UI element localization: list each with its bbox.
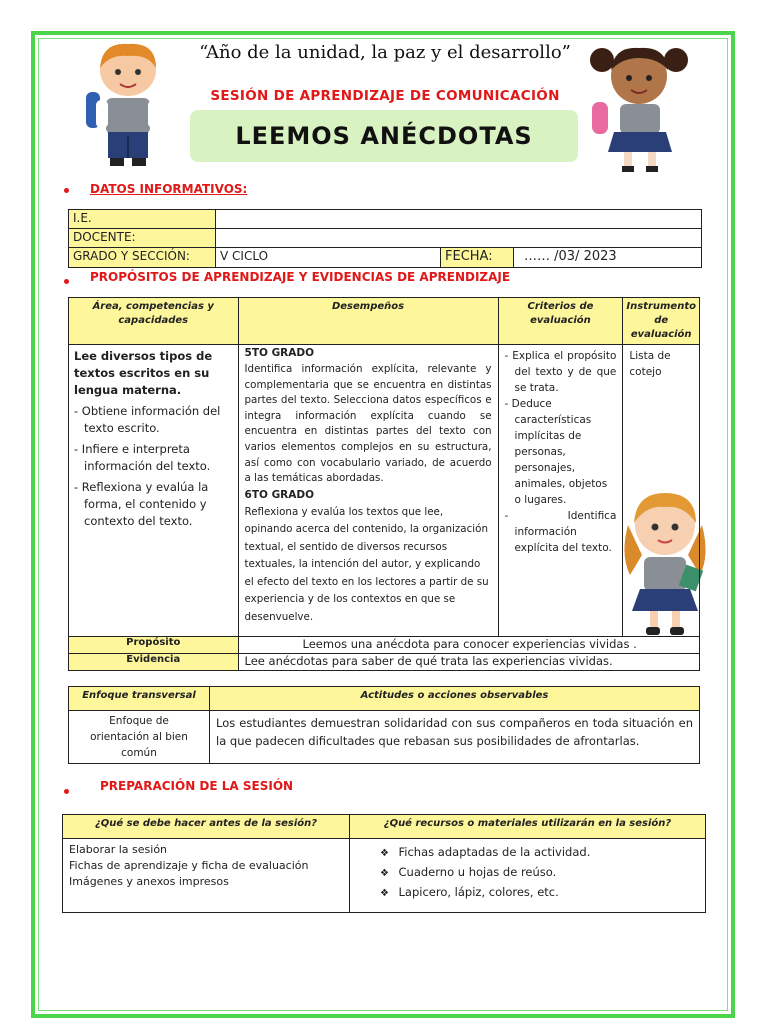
ie-value — [216, 210, 702, 229]
motto: “Año de la unidad, la paz y el desarrollo” — [199, 42, 571, 63]
recurso-item-3 — [380, 883, 675, 903]
antes-item-1: Elaborar la sesión — [69, 843, 168, 856]
page-title: LEEMOS ANÉCDOTAS — [235, 122, 533, 150]
grado6-text: Reflexiona y evalúa los textos que lee, opinando acerca del contenido, la organización textual, el sentido de diversos recursos textuales, la intención del autor, y explicando el efecto del texto en los lectores a partir de su experiencia y de los contextos en que se desenvuelve. — [244, 505, 489, 623]
grado-label: GRADO Y SECCIÓN: — [69, 248, 216, 268]
diamond-bullet-icon: ❖ — [380, 868, 399, 879]
recursos-cell — [350, 839, 706, 913]
grado-value: V CICLO — [216, 248, 441, 268]
recurso-text: Fichas adaptadas de la actividad. — [398, 845, 591, 859]
docente-value — [216, 229, 702, 248]
proposito-value: Leemos una anécdota para conocer experiencias vividas . — [238, 637, 699, 654]
grado6-title: 6TO GRADO — [244, 488, 315, 501]
recurso-text: Cuaderno u hojas de reúso. — [398, 865, 557, 879]
col-criterios: Criterios de evaluación — [498, 298, 623, 345]
bullet — [64, 789, 69, 794]
recurso-item-1 — [380, 843, 675, 863]
capacidad-3: - Reflexiona y evalúa la forma, el contenido y contexto del texto. — [74, 480, 209, 528]
propositos-heading: PROPÓSITOS DE APRENDIZAJE Y EVIDENCIAS DE APRENDIZAJE — [90, 270, 511, 284]
fecha-label: FECHA: — [441, 248, 514, 268]
enfoque-table — [68, 686, 700, 764]
criterio-2: - Deduce características implícitas de personas, personajes, animales, objetos o lugares. — [504, 398, 608, 506]
title-banner — [190, 110, 578, 162]
enfoque-value: Enfoque de orientación al bien común — [69, 711, 210, 764]
antes-cell — [63, 839, 350, 913]
col-instrumento: Instrumento de evaluación — [623, 298, 700, 345]
capacidad-1: - Obtiene información del texto escrito. — [74, 404, 221, 435]
grado5-title: 5TO GRADO — [244, 347, 315, 359]
proposito-label: Propósito — [69, 637, 239, 654]
antes-item-3: Imágenes y anexos impresos — [69, 875, 229, 888]
datos-table — [68, 209, 702, 268]
competencia: Lee diversos tipos de textos escritos en su lengua materna. — [74, 349, 213, 397]
docente-label: DOCENTE: — [69, 229, 216, 248]
instrumento-cell — [623, 345, 700, 637]
col-area: Área, competencias y capacidades — [69, 298, 239, 345]
propositos-table — [68, 297, 700, 671]
preparacion-heading: PREPARACIÓN DE LA SESIÓN — [100, 779, 294, 793]
ie-label: I.E. — [69, 210, 216, 229]
diamond-bullet-icon: ❖ — [380, 888, 399, 899]
grado5-text: Identifica información explícita, relevante y complementaria que se encuentra en distintas partes del texto. Selecciona datos específicos e integra información explícita cuando se encuentra en distintas partes del texto con varios elementos complejos en su estructura, así como con vocabulario variado, de acuerdo a las temáticas abordadas. — [244, 363, 492, 485]
recurso-text: Lapicero, lápiz, colores, etc. — [398, 885, 559, 899]
criterio-3: - Identifica información explícita del texto. — [504, 510, 617, 554]
evidencia-label: Evidencia — [69, 654, 239, 671]
col-recursos: ¿Qué recursos o materiales utilizarán en la sesión? — [350, 815, 706, 839]
session-subtitle: SESIÓN DE APRENDIZAJE DE COMUNICACIÓN — [210, 88, 560, 104]
evidencia-value: Lee anécdotas para saber de qué trata las experiencias vividas. — [238, 654, 699, 671]
capacidad-2: - Infiere e interpreta información del texto. — [74, 442, 211, 473]
recurso-item-2 — [380, 863, 675, 883]
datos-heading: DATOS INFORMATIVOS: — [90, 182, 248, 196]
area-cell — [69, 345, 239, 637]
desempenos-cell — [238, 345, 498, 637]
preparacion-table — [62, 814, 706, 913]
col-desempenos: Desempeños — [238, 298, 498, 345]
criterios-cell — [498, 345, 623, 637]
col-antes: ¿Qué se debe hacer antes de la sesión? — [63, 815, 350, 839]
bullet — [64, 279, 69, 284]
antes-item-2: Fichas de aprendizaje y ficha de evaluación — [69, 859, 309, 872]
col-actitudes: Actitudes o acciones observables — [210, 687, 700, 711]
criterio-1: - Explica el propósito del texto y de que se trata. — [504, 350, 617, 394]
diamond-bullet-icon: ❖ — [380, 848, 399, 859]
bullet — [64, 188, 69, 193]
instrumento: Lista de cotejo — [629, 350, 671, 378]
col-enfoque: Enfoque transversal — [69, 687, 210, 711]
actitudes-value: Los estudiantes demuestran solidaridad con sus compañeros en toda situación en la que padecen dificultades que rebasan sus posibilidades de afrontarlas. — [210, 711, 700, 764]
fecha-value: …… /03/ 2023 — [514, 248, 702, 268]
